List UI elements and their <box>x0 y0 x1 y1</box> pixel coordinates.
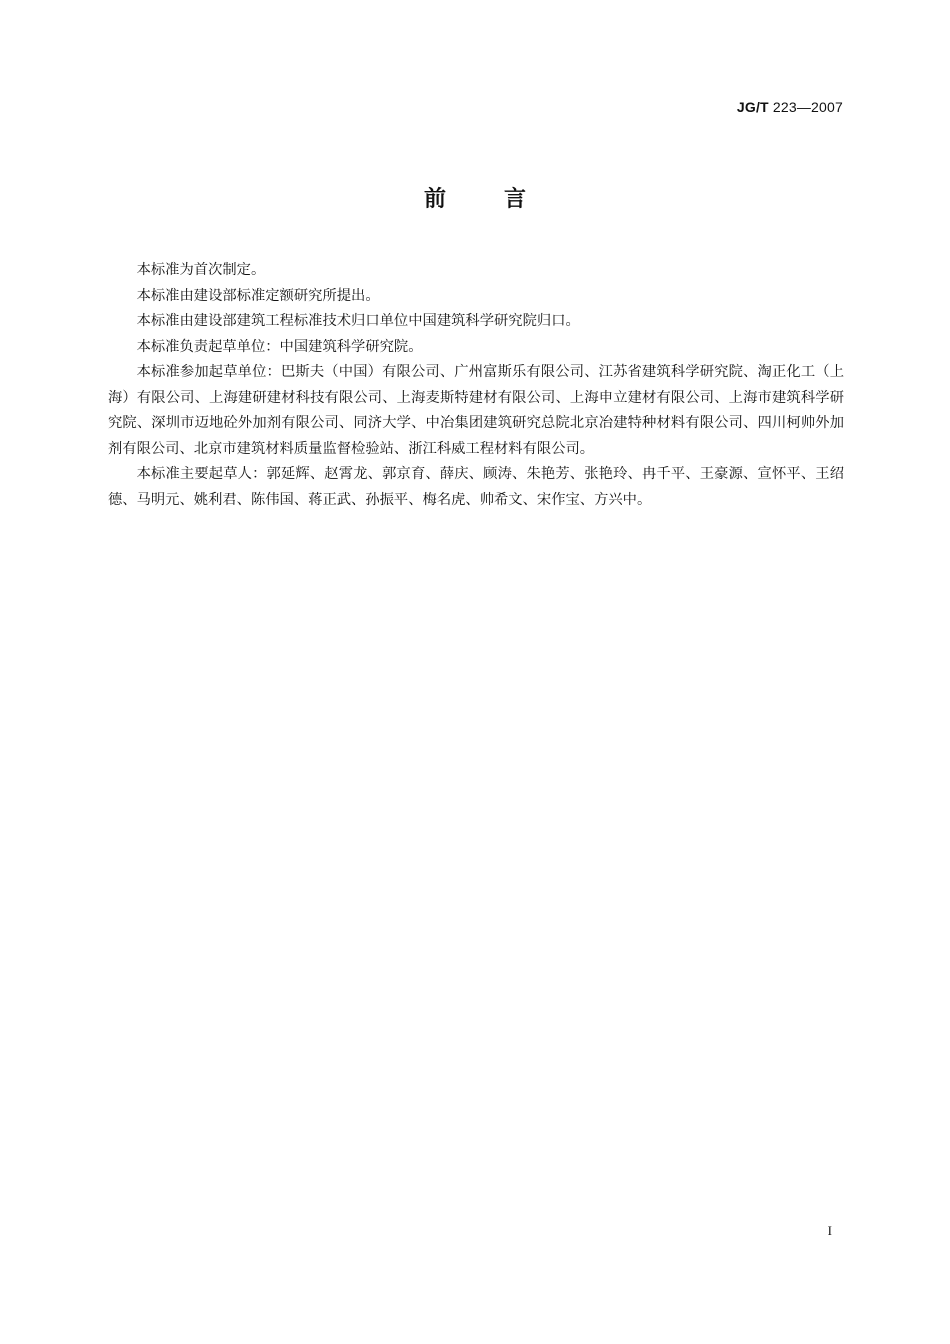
standard-code-number: 223—2007 <box>772 99 843 115</box>
paragraph-proposer: 本标准由建设部标准定额研究所提出。 <box>136 287 380 304</box>
paragraph-responsible-unit: 本标准负责起草单位：中国建筑科学研究院。 <box>136 338 423 355</box>
page-number: I <box>827 1223 832 1238</box>
standard-code <box>737 99 843 115</box>
page-title: 前言 <box>423 187 584 212</box>
foreword-body <box>108 258 844 513</box>
paragraph-participating-units: 本标准参加起草单位：巴斯夫（中国）有限公司、广州富斯乐有限公司、江苏省建筑科学研究院、淘正化工（上海）有限公司、上海建研建材科技有限公司、上海麦斯特建材有限公司、上海申立建材有限公司、上海市建筑科学研究院、深圳市迈地砼外加剂有限公司、同济大学、中冶集团建筑研究总院北京冶建特种材料有限公司、四川柯帅外加剂有限公司、北京市建筑材料质量监督检验站、浙江科威工程材料有限公司。 <box>108 364 844 457</box>
paragraph-administrator: 本标准由建设部建筑工程标准技术归口单位中国建筑科学研究院归口。 <box>136 313 580 329</box>
paragraph-first-edition: 本标准为首次制定。 <box>136 262 266 278</box>
paragraph-main-drafters: 本标准主要起草人：郭延辉、赵霄龙、郭京育、薛庆、顾涛、朱艳芳、张艳玲、冉千平、王豪源、宣怀平、王绍德、马明元、姚利君、陈伟国、蒋正武、孙振平、梅名虎、帅希文、宋作宝、方兴中。 <box>108 466 844 508</box>
standard-code-prefix: JG/T <box>736 99 769 115</box>
